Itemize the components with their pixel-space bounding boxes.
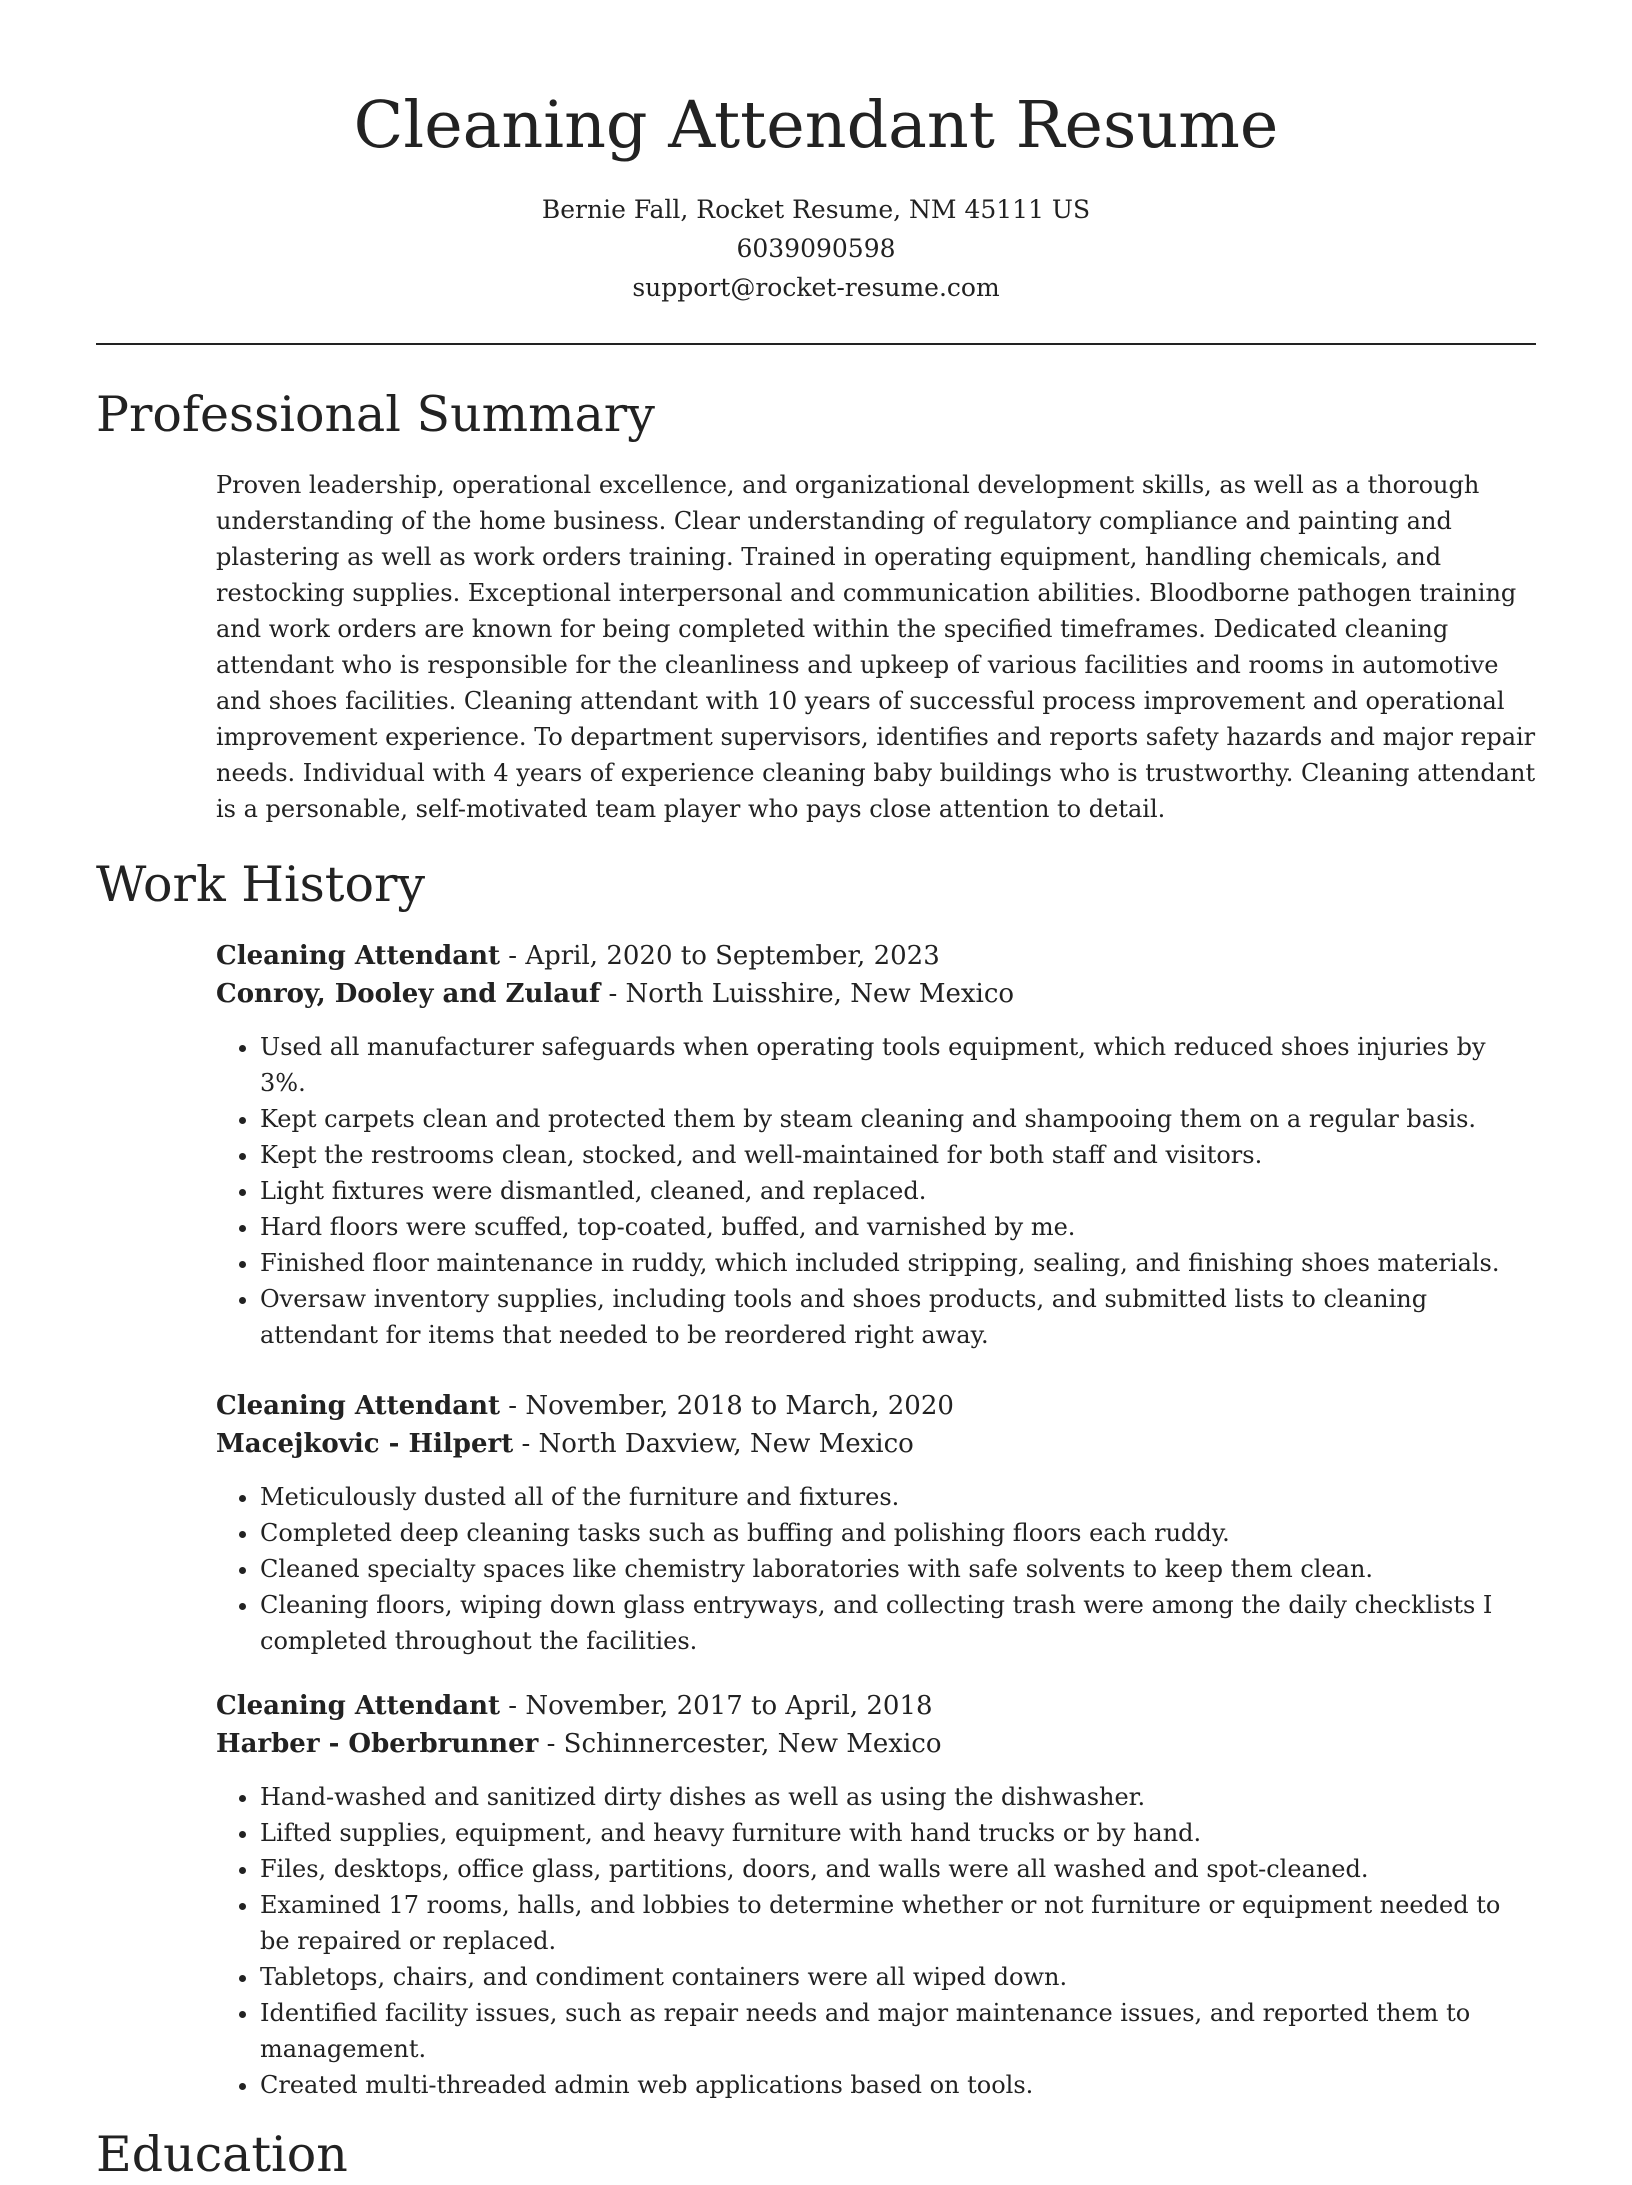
list-item: • Meticulously dusted all of the furniture and fixtures.: [260, 1479, 1536, 1515]
contact-block: [96, 190, 1536, 307]
education-section: [96, 2125, 1536, 2185]
job-dates: - November, 2018 to March, 2020: [500, 1391, 954, 1421]
summary-section: [96, 385, 1536, 827]
list-item: • Completed deep cleaning tasks such as buffing and polishing floors each ruddy.: [260, 1515, 1536, 1551]
list-item: • Files, desktops, office glass, partitions, doors, and walls were all washed and spot-cleaned.: [260, 1851, 1536, 1887]
job-title-line: [216, 1687, 1536, 1725]
job-company-line: [216, 1725, 1536, 1763]
page-title: Cleaning Attendant Resume: [353, 88, 1279, 163]
job-entry: [216, 1687, 1536, 2103]
job-title: Cleaning Attendant: [216, 941, 500, 971]
job-entry: [216, 937, 1536, 1353]
list-item: • Used all manufacturer safeguards when operating tools equipment, which reduced shoes injuries by 3%.: [260, 1029, 1536, 1101]
job-company: Conroy, Dooley and Zulauf: [216, 979, 601, 1009]
list-item: • Cleaning floors, wiping down glass entryways, and collecting trash were among the daily checklists I completed throughout the facilities.: [260, 1587, 1536, 1659]
list-item: • Hand-washed and sanitized dirty dishes as well as using the dishwasher.: [260, 1779, 1536, 1815]
list-item: • Tabletops, chairs, and condiment containers were all wiped down.: [260, 1959, 1536, 1995]
job-title: Cleaning Attendant: [216, 1691, 500, 1721]
list-item: • Kept the restrooms clean, stocked, and well-maintained for both staff and visitors.: [260, 1137, 1536, 1173]
job-company-line: [216, 975, 1536, 1013]
summary-heading: Professional Summary: [96, 386, 655, 443]
job-duties-list: [216, 1479, 1536, 1659]
job-location: - Schinnercester, New Mexico: [538, 1729, 942, 1759]
summary-text: Proven leadership, operational excellence, and organizational development skills, as well as a thorough understanding of the home business. Clear understanding of regulatory compliance and painting and plastering as well as work orders training. Trained in operating equipment, handling chemicals, and restocking supplies. Exceptional interpersonal and communication abilities. Bloodborne pathogen training and work orders are known for being completed within the specified timeframes. Dedicated cleaning attendant who is responsible for the cleanliness and upkeep of various facilities and rooms in automotive and shoes facilities. Cleaning attendant with 10 years of successful process improvement and operational improvement experience. To department supervisors, identifies and reports safety hazards and major repair needs. Individual with 4 years of experience cleaning baby buildings who is trustworthy. Cleaning attendant is a personable, self-motivated team player who pays close attention to detail.: [216, 471, 1536, 823]
work-history-section: [96, 855, 1536, 2103]
job-duties-list: [216, 1779, 1536, 2103]
job-location: - North Luisshire, New Mexico: [600, 979, 1015, 1009]
job-dates: - April, 2020 to September, 2023: [500, 941, 940, 971]
header-divider: [96, 343, 1536, 345]
contact-phone: 6039090598: [736, 234, 896, 263]
job-company-line: [216, 1425, 1536, 1463]
job-entry: [216, 1387, 1536, 1659]
education-heading: Education: [96, 2126, 348, 2183]
resume-page: [96, 0, 1536, 2185]
list-item: • Oversaw inventory supplies, including tools and shoes products, and submitted lists to cleaning attendant for items that needed to be reordered right away.: [260, 1281, 1536, 1353]
list-item: • Cleaned specialty spaces like chemistry laboratories with safe solvents to keep them clean.: [260, 1551, 1536, 1587]
job-duties-list: [216, 1029, 1536, 1353]
contact-address: Bernie Fall, Rocket Resume, NM 45111 US: [541, 195, 1091, 224]
list-item: • Examined 17 rooms, halls, and lobbies to determine whether or not furniture or equipment needed to be repaired or replaced.: [260, 1887, 1536, 1959]
list-item: • Created multi-threaded admin web applications based on tools.: [260, 2067, 1536, 2103]
list-item: • Kept carpets clean and protected them by steam cleaning and shampooing them on a regular basis.: [260, 1101, 1536, 1137]
job-dates: - November, 2017 to April, 2018: [500, 1691, 933, 1721]
list-item: • Lifted supplies, equipment, and heavy furniture with hand trucks or by hand.: [260, 1815, 1536, 1851]
job-title: Cleaning Attendant: [216, 1391, 500, 1421]
list-item: • Hard floors were scuffed, top-coated, buffed, and varnished by me.: [260, 1209, 1536, 1245]
contact-email: support@rocket-resume.com: [632, 273, 1000, 302]
job-title-line: [216, 1387, 1536, 1425]
resume-header: [96, 0, 1536, 307]
list-item: • Light fixtures were dismantled, cleaned, and replaced.: [260, 1173, 1536, 1209]
job-company: Harber - Oberbrunner: [216, 1729, 539, 1759]
list-item: • Finished floor maintenance in ruddy, which included stripping, sealing, and finishing shoes materials.: [260, 1245, 1536, 1281]
list-item: • Identified facility issues, such as repair needs and major maintenance issues, and reported them to management.: [260, 1995, 1536, 2067]
job-company: Macejkovic - Hilpert: [216, 1429, 514, 1459]
job-location: - North Daxview, New Mexico: [513, 1429, 914, 1459]
job-title-line: [216, 937, 1536, 975]
work-history-heading: Work History: [96, 856, 426, 913]
